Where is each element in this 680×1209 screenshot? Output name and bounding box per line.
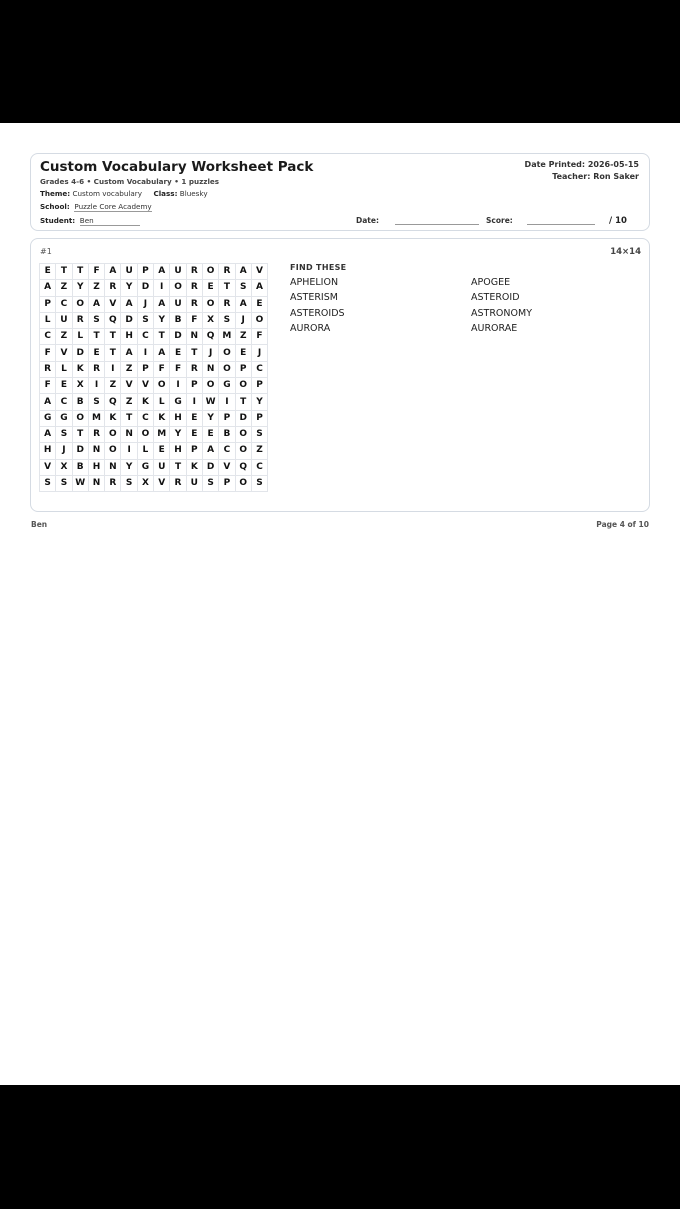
word-search-grid[interactable] bbox=[39, 263, 268, 492]
grid-row bbox=[40, 264, 268, 280]
grid-row bbox=[40, 443, 268, 459]
grid-cell[interactable]: P bbox=[251, 410, 267, 426]
grid-cell[interactable]: S bbox=[137, 312, 153, 328]
grid-cell[interactable]: L bbox=[154, 394, 170, 410]
grid-cell[interactable]: E bbox=[186, 426, 202, 442]
grid-cell[interactable]: R bbox=[186, 361, 202, 377]
grid-cell[interactable]: U bbox=[170, 264, 186, 280]
grid-cell[interactable]: R bbox=[186, 264, 202, 280]
grid-cell[interactable]: R bbox=[186, 280, 202, 296]
theme-value: Custom vocabulary bbox=[72, 189, 142, 198]
grid-row bbox=[40, 426, 268, 442]
grid-cell[interactable]: R bbox=[105, 280, 121, 296]
grid-cell[interactable]: U bbox=[121, 264, 137, 280]
worksheet-title: Custom Vocabulary Worksheet Pack bbox=[40, 159, 314, 175]
grid-row bbox=[40, 475, 268, 491]
grid-cell[interactable]: C bbox=[56, 296, 72, 312]
grid-cell[interactable]: V bbox=[137, 378, 153, 394]
grid-cell[interactable]: F bbox=[88, 264, 104, 280]
grid-cell[interactable]: E bbox=[170, 345, 186, 361]
grid-cell[interactable]: Z bbox=[88, 280, 104, 296]
grid-row bbox=[40, 345, 268, 361]
grid-cell[interactable]: E bbox=[88, 345, 104, 361]
grid-cell[interactable]: T bbox=[56, 264, 72, 280]
grid-cell[interactable]: F bbox=[40, 345, 56, 361]
grid-cell[interactable]: T bbox=[121, 410, 137, 426]
grid-cell[interactable]: Q bbox=[235, 459, 251, 475]
grid-cell[interactable]: I bbox=[121, 443, 137, 459]
class-label: Class: bbox=[153, 189, 178, 198]
grid-cell[interactable]: B bbox=[170, 312, 186, 328]
date-label: Date: bbox=[356, 216, 379, 225]
grid-cell[interactable]: T bbox=[105, 329, 121, 345]
grid-cell[interactable]: Y bbox=[170, 426, 186, 442]
grid-cell[interactable]: S bbox=[56, 475, 72, 491]
grid-cell[interactable]: O bbox=[235, 426, 251, 442]
word-list-item: AURORA bbox=[290, 323, 331, 335]
grid-cell[interactable]: S bbox=[219, 312, 235, 328]
student-value: Ben bbox=[80, 216, 140, 226]
class-value: Bluesky bbox=[179, 189, 208, 198]
grid-cell[interactable]: Z bbox=[251, 443, 267, 459]
grid-cell[interactable]: K bbox=[105, 410, 121, 426]
word-list-item: ASTERISM bbox=[290, 292, 338, 304]
grid-cell[interactable]: I bbox=[105, 361, 121, 377]
grid-row bbox=[40, 296, 268, 312]
grid-cell[interactable]: Q bbox=[202, 329, 218, 345]
grid-cell[interactable]: I bbox=[219, 394, 235, 410]
grid-cell[interactable]: F bbox=[251, 329, 267, 345]
grid-cell[interactable]: W bbox=[202, 394, 218, 410]
grid-cell[interactable]: E bbox=[56, 378, 72, 394]
grid-cell[interactable]: C bbox=[56, 394, 72, 410]
grid-cell[interactable]: Y bbox=[121, 280, 137, 296]
grid-cell[interactable]: V bbox=[40, 459, 56, 475]
grid-cell[interactable]: T bbox=[235, 394, 251, 410]
theme-class-row bbox=[40, 189, 208, 198]
grid-cell[interactable]: U bbox=[170, 296, 186, 312]
grid-cell[interactable]: N bbox=[105, 459, 121, 475]
grid-cell[interactable]: L bbox=[137, 443, 153, 459]
grid-cell[interactable]: G bbox=[56, 410, 72, 426]
grid-cell[interactable]: O bbox=[105, 426, 121, 442]
score-field[interactable] bbox=[527, 224, 595, 225]
grid-cell[interactable]: I bbox=[137, 345, 153, 361]
grid-cell[interactable]: H bbox=[88, 459, 104, 475]
puzzle-number: #1 bbox=[40, 247, 52, 256]
grid-cell[interactable]: M bbox=[154, 426, 170, 442]
grid-cell[interactable]: M bbox=[88, 410, 104, 426]
grid-cell[interactable]: X bbox=[137, 475, 153, 491]
grid-cell[interactable]: V bbox=[154, 475, 170, 491]
grid-cell[interactable]: I bbox=[154, 280, 170, 296]
grid-row bbox=[40, 280, 268, 296]
grid-cell[interactable]: V bbox=[121, 378, 137, 394]
grid-cell[interactable]: I bbox=[170, 378, 186, 394]
footer-student: Ben bbox=[31, 520, 48, 529]
grid-cell[interactable]: K bbox=[186, 459, 202, 475]
grid-cell[interactable]: O bbox=[219, 345, 235, 361]
grid-cell[interactable]: O bbox=[137, 426, 153, 442]
grid-cell[interactable]: D bbox=[202, 459, 218, 475]
grid-cell[interactable]: J bbox=[235, 312, 251, 328]
grid-cell[interactable]: V bbox=[105, 296, 121, 312]
grid-cell[interactable]: F bbox=[186, 312, 202, 328]
grid-cell[interactable]: U bbox=[56, 312, 72, 328]
grid-cell[interactable]: I bbox=[88, 378, 104, 394]
grid-cell[interactable]: T bbox=[88, 329, 104, 345]
grid-cell[interactable]: R bbox=[219, 296, 235, 312]
grid-cell[interactable]: P bbox=[186, 378, 202, 394]
grid-cell[interactable]: N bbox=[121, 426, 137, 442]
grid-cell[interactable]: R bbox=[186, 296, 202, 312]
grid-cell[interactable]: R bbox=[219, 264, 235, 280]
score-total: / 10 bbox=[609, 216, 627, 226]
grid-cell[interactable]: J bbox=[202, 345, 218, 361]
grid-cell[interactable]: L bbox=[40, 312, 56, 328]
grid-cell[interactable]: N bbox=[202, 361, 218, 377]
grid-cell[interactable]: N bbox=[186, 329, 202, 345]
grid-cell[interactable]: Z bbox=[105, 378, 121, 394]
word-list-item: ASTRONOMY bbox=[471, 307, 532, 319]
grid-row bbox=[40, 394, 268, 410]
grid-cell[interactable]: A bbox=[154, 264, 170, 280]
grid-cell[interactable]: F bbox=[170, 361, 186, 377]
grid-cell[interactable]: C bbox=[251, 459, 267, 475]
grid-cell[interactable]: M bbox=[219, 329, 235, 345]
grid-cell[interactable]: P bbox=[219, 410, 235, 426]
grid-cell[interactable]: A bbox=[235, 264, 251, 280]
grid-cell[interactable]: P bbox=[219, 475, 235, 491]
grid-cell[interactable]: G bbox=[170, 394, 186, 410]
grid-cell[interactable]: E bbox=[202, 280, 218, 296]
grid-cell[interactable]: S bbox=[235, 280, 251, 296]
footer-page-number: Page 4 of 10 bbox=[596, 520, 649, 529]
grid-cell[interactable]: R bbox=[170, 475, 186, 491]
grid-cell[interactable]: T bbox=[219, 280, 235, 296]
grid-cell[interactable]: Z bbox=[121, 361, 137, 377]
grid-cell[interactable]: A bbox=[105, 264, 121, 280]
grid-cell[interactable]: O bbox=[202, 296, 218, 312]
teacher-name: Teacher: Ron Saker bbox=[552, 172, 639, 181]
grid-cell[interactable]: D bbox=[235, 410, 251, 426]
grid-cell[interactable]: A bbox=[121, 345, 137, 361]
grid-cell[interactable]: N bbox=[88, 443, 104, 459]
school-label: School: bbox=[40, 202, 70, 211]
grid-cell[interactable]: D bbox=[72, 345, 88, 361]
grid-cell[interactable]: S bbox=[202, 475, 218, 491]
grid-cell[interactable]: C bbox=[40, 329, 56, 345]
grid-cell[interactable]: Y bbox=[72, 280, 88, 296]
puzzle-size: 14×14 bbox=[610, 247, 641, 257]
theme-label: Theme: bbox=[40, 189, 71, 198]
grid-cell[interactable]: R bbox=[72, 312, 88, 328]
grid-cell[interactable]: T bbox=[72, 426, 88, 442]
grid-cell[interactable]: E bbox=[154, 443, 170, 459]
grid-cell[interactable]: R bbox=[88, 361, 104, 377]
grid-cell[interactable]: L bbox=[72, 329, 88, 345]
word-list-item: APOGEE bbox=[471, 277, 511, 288]
grid-cell[interactable]: P bbox=[40, 296, 56, 312]
grid-cell[interactable]: Z bbox=[235, 329, 251, 345]
grid-cell[interactable]: E bbox=[251, 296, 267, 312]
grid-cell[interactable]: C bbox=[219, 443, 235, 459]
grid-row bbox=[40, 361, 268, 377]
grid-cell[interactable]: B bbox=[219, 426, 235, 442]
grid-cell[interactable]: G bbox=[219, 378, 235, 394]
grid-cell[interactable]: A bbox=[154, 296, 170, 312]
grid-cell[interactable]: R bbox=[40, 361, 56, 377]
grid-cell[interactable]: T bbox=[186, 345, 202, 361]
worksheet-subtitle: Grades 4-6 • Custom Vocabulary • 1 puzzles bbox=[40, 177, 220, 186]
grid-cell[interactable]: P bbox=[137, 361, 153, 377]
word-list-item: AURORAE bbox=[471, 323, 518, 335]
grid-cell[interactable]: K bbox=[137, 394, 153, 410]
grid-cell[interactable]: O bbox=[251, 312, 267, 328]
grid-cell[interactable]: C bbox=[137, 329, 153, 345]
grid-cell[interactable]: D bbox=[170, 329, 186, 345]
school-value: Puzzle Core Academy bbox=[74, 202, 152, 211]
grid-cell[interactable]: X bbox=[202, 312, 218, 328]
grid-cell[interactable]: P bbox=[186, 443, 202, 459]
grid-row bbox=[40, 329, 268, 345]
grid-cell[interactable]: O bbox=[170, 280, 186, 296]
grid-cell[interactable]: A bbox=[202, 443, 218, 459]
grid-cell[interactable]: S bbox=[88, 394, 104, 410]
grid-cell[interactable]: S bbox=[88, 312, 104, 328]
grid-cell[interactable]: O bbox=[235, 378, 251, 394]
grid-cell[interactable]: D bbox=[121, 312, 137, 328]
grid-cell[interactable]: P bbox=[251, 378, 267, 394]
grid-cell[interactable]: E bbox=[186, 410, 202, 426]
grid-cell[interactable]: Q bbox=[105, 312, 121, 328]
grid-cell[interactable]: G bbox=[40, 410, 56, 426]
grid-cell[interactable]: Z bbox=[56, 280, 72, 296]
grid-cell[interactable]: X bbox=[56, 459, 72, 475]
grid-cell[interactable]: N bbox=[88, 475, 104, 491]
grid-row bbox=[40, 459, 268, 475]
grid-cell[interactable]: A bbox=[40, 394, 56, 410]
grid-cell[interactable]: V bbox=[251, 264, 267, 280]
grid-cell[interactable]: S bbox=[56, 426, 72, 442]
grid-cell[interactable]: A bbox=[251, 280, 267, 296]
grid-cell[interactable]: K bbox=[154, 410, 170, 426]
grid-cell[interactable]: E bbox=[40, 264, 56, 280]
grid-cell[interactable]: F bbox=[154, 361, 170, 377]
grid-cell[interactable]: S bbox=[121, 475, 137, 491]
grid-row bbox=[40, 410, 268, 426]
date-field[interactable] bbox=[395, 224, 479, 225]
find-these-heading: FIND THESE bbox=[290, 263, 347, 272]
grid-cell[interactable]: E bbox=[235, 345, 251, 361]
score-label: Score: bbox=[486, 216, 513, 225]
grid-row bbox=[40, 312, 268, 328]
student-label: Student: bbox=[40, 216, 76, 225]
grid-cell[interactable]: V bbox=[219, 459, 235, 475]
grid-cell[interactable]: Y bbox=[121, 459, 137, 475]
grid-cell[interactable]: H bbox=[121, 329, 137, 345]
grid-cell[interactable]: P bbox=[235, 361, 251, 377]
grid-cell[interactable]: T bbox=[170, 459, 186, 475]
grid-cell[interactable]: O bbox=[202, 378, 218, 394]
grid-cell[interactable]: B bbox=[72, 459, 88, 475]
grid-cell[interactable]: A bbox=[88, 296, 104, 312]
grid-cell[interactable]: Y bbox=[154, 312, 170, 328]
grid-cell[interactable]: L bbox=[56, 361, 72, 377]
grid-cell[interactable]: A bbox=[154, 345, 170, 361]
grid-cell[interactable]: O bbox=[235, 443, 251, 459]
grid-cell[interactable]: D bbox=[72, 443, 88, 459]
grid-cell[interactable]: V bbox=[56, 345, 72, 361]
grid-cell[interactable]: U bbox=[186, 475, 202, 491]
grid-cell[interactable]: O bbox=[235, 475, 251, 491]
grid-cell[interactable]: O bbox=[72, 410, 88, 426]
grid-cell[interactable]: A bbox=[235, 296, 251, 312]
grid-cell[interactable]: O bbox=[219, 361, 235, 377]
grid-cell[interactable]: S bbox=[40, 475, 56, 491]
grid-cell[interactable]: A bbox=[40, 280, 56, 296]
grid-cell[interactable]: Y bbox=[251, 394, 267, 410]
date-printed: Date Printed: 2026-05-15 bbox=[524, 160, 639, 169]
grid-cell[interactable]: F bbox=[40, 378, 56, 394]
grid-cell[interactable]: X bbox=[72, 378, 88, 394]
grid-cell[interactable]: T bbox=[72, 264, 88, 280]
word-list-item: ASTEROIDS bbox=[290, 307, 345, 319]
grid-cell[interactable]: Z bbox=[121, 394, 137, 410]
worksheet-page bbox=[0, 123, 680, 1085]
grid-cell[interactable]: O bbox=[154, 378, 170, 394]
grid-cell[interactable]: A bbox=[121, 296, 137, 312]
grid-cell[interactable]: A bbox=[40, 426, 56, 442]
worksheet-header bbox=[30, 153, 650, 231]
grid-cell[interactable]: O bbox=[202, 264, 218, 280]
grid-cell[interactable]: U bbox=[154, 459, 170, 475]
grid-cell[interactable]: T bbox=[154, 329, 170, 345]
grid-cell[interactable]: H bbox=[170, 443, 186, 459]
grid-cell[interactable]: T bbox=[105, 345, 121, 361]
grid-cell[interactable]: I bbox=[186, 394, 202, 410]
grid-cell[interactable]: W bbox=[72, 475, 88, 491]
grid-cell[interactable]: P bbox=[137, 264, 153, 280]
grid-cell[interactable]: K bbox=[72, 361, 88, 377]
word-list-item: ASTEROID bbox=[471, 292, 520, 304]
grid-cell[interactable]: O bbox=[105, 443, 121, 459]
student-row bbox=[40, 216, 140, 225]
grid-cell[interactable]: Q bbox=[105, 394, 121, 410]
grid-cell[interactable]: E bbox=[202, 426, 218, 442]
grid-cell[interactable]: B bbox=[72, 394, 88, 410]
grid-cell[interactable]: Z bbox=[56, 329, 72, 345]
grid-cell[interactable]: H bbox=[40, 443, 56, 459]
grid-cell[interactable]: J bbox=[251, 345, 267, 361]
grid-cell[interactable]: R bbox=[88, 426, 104, 442]
grid-row bbox=[40, 378, 268, 394]
grid-cell[interactable]: S bbox=[251, 475, 267, 491]
grid-cell[interactable]: R bbox=[105, 475, 121, 491]
grid-cell[interactable]: O bbox=[72, 296, 88, 312]
grid-cell[interactable]: D bbox=[137, 280, 153, 296]
grid-cell[interactable]: C bbox=[251, 361, 267, 377]
grid-cell[interactable]: C bbox=[137, 410, 153, 426]
grid-cell[interactable]: S bbox=[251, 426, 267, 442]
word-list-item: APHELION bbox=[290, 277, 339, 288]
school-row bbox=[40, 202, 152, 211]
grid-cell[interactable]: J bbox=[56, 443, 72, 459]
puzzle-card bbox=[30, 238, 650, 512]
grid-cell[interactable]: G bbox=[137, 459, 153, 475]
grid-cell[interactable]: H bbox=[170, 410, 186, 426]
grid-cell[interactable]: Y bbox=[202, 410, 218, 426]
grid-cell[interactable]: J bbox=[137, 296, 153, 312]
